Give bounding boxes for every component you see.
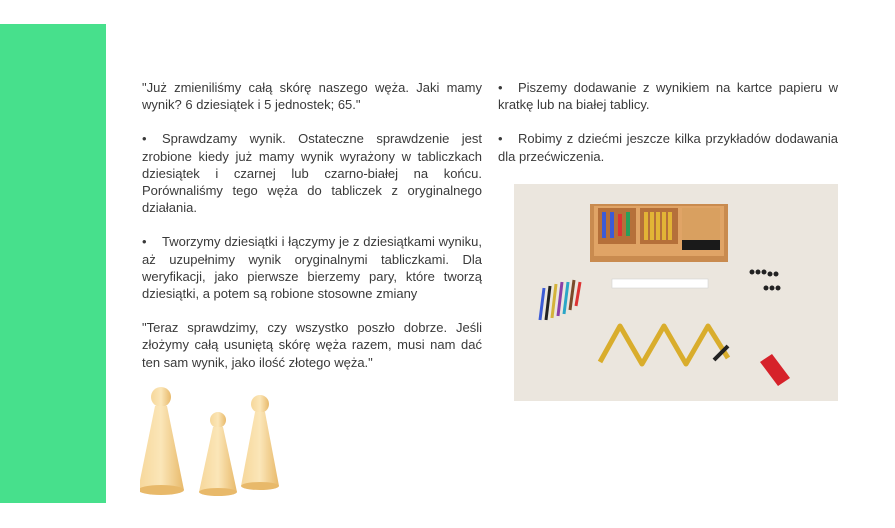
- paragraph-quote-result: "Już zmieniliśmy całą skórę naszego węża. Jaki mamy wynik? 6 dziesiątek i 5 jednostek; 65.": [142, 80, 482, 113]
- bullet-more-examples-text: Robimy z dziećmi jeszcze kilka przykładów dodawania dla przećwiczenia.: [498, 131, 838, 164]
- bullet-icon: •: [142, 131, 147, 147]
- bullet-check-result: [142, 130, 482, 216]
- wooden-pawns-illustration: [140, 384, 285, 499]
- green-sidebar-band: [0, 24, 106, 503]
- bullet-check-result-text: Sprawdzamy wynik. Ostateczne sprawdzenie jest zrobione kiedy już mamy wynik wyrażony w tabliczkach dziesiątek i czarnej lub czarno-białej na końcu. Porównaliśmy tego węża do tabliczek z oryginalnego działania.: [142, 131, 482, 216]
- bullet-icon: •: [498, 131, 503, 147]
- bullet-write-addition: [498, 79, 838, 113]
- bullet-icon: •: [142, 234, 147, 250]
- paragraph-quote-check: "Teraz sprawdzimy, czy wszystko poszło dobrze. Jeśli złożymy całą usuniętą skórę węża razem, musi nam dać ten sam wynik, jako ilość złotego węża.": [142, 320, 482, 370]
- montessori-beads-photo: [514, 184, 838, 401]
- bullet-create-tens-text: Tworzymy dziesiątki i łączymy je z dziesiątkami wyniku, aż uzupełnimy wynik oryginalnymi tabliczkami. Dla weryfikacji, jako pierwsze bierzemy pary, które tworzą dziesiątki, a potem są robione stosowne zmiany: [142, 234, 482, 302]
- pawns-icon: [140, 384, 285, 499]
- bullet-more-examples: [498, 130, 838, 164]
- bullet-create-tens: [142, 233, 482, 302]
- beads-illustration: [514, 184, 838, 401]
- bullet-icon: •: [498, 80, 503, 95]
- right-text-column: [498, 79, 838, 182]
- left-text-column: [142, 79, 482, 388]
- bullet-write-addition-text: Piszemy dodawanie z wynikiem na kartce papieru w kratkę lub na białej tablicy.: [498, 80, 838, 113]
